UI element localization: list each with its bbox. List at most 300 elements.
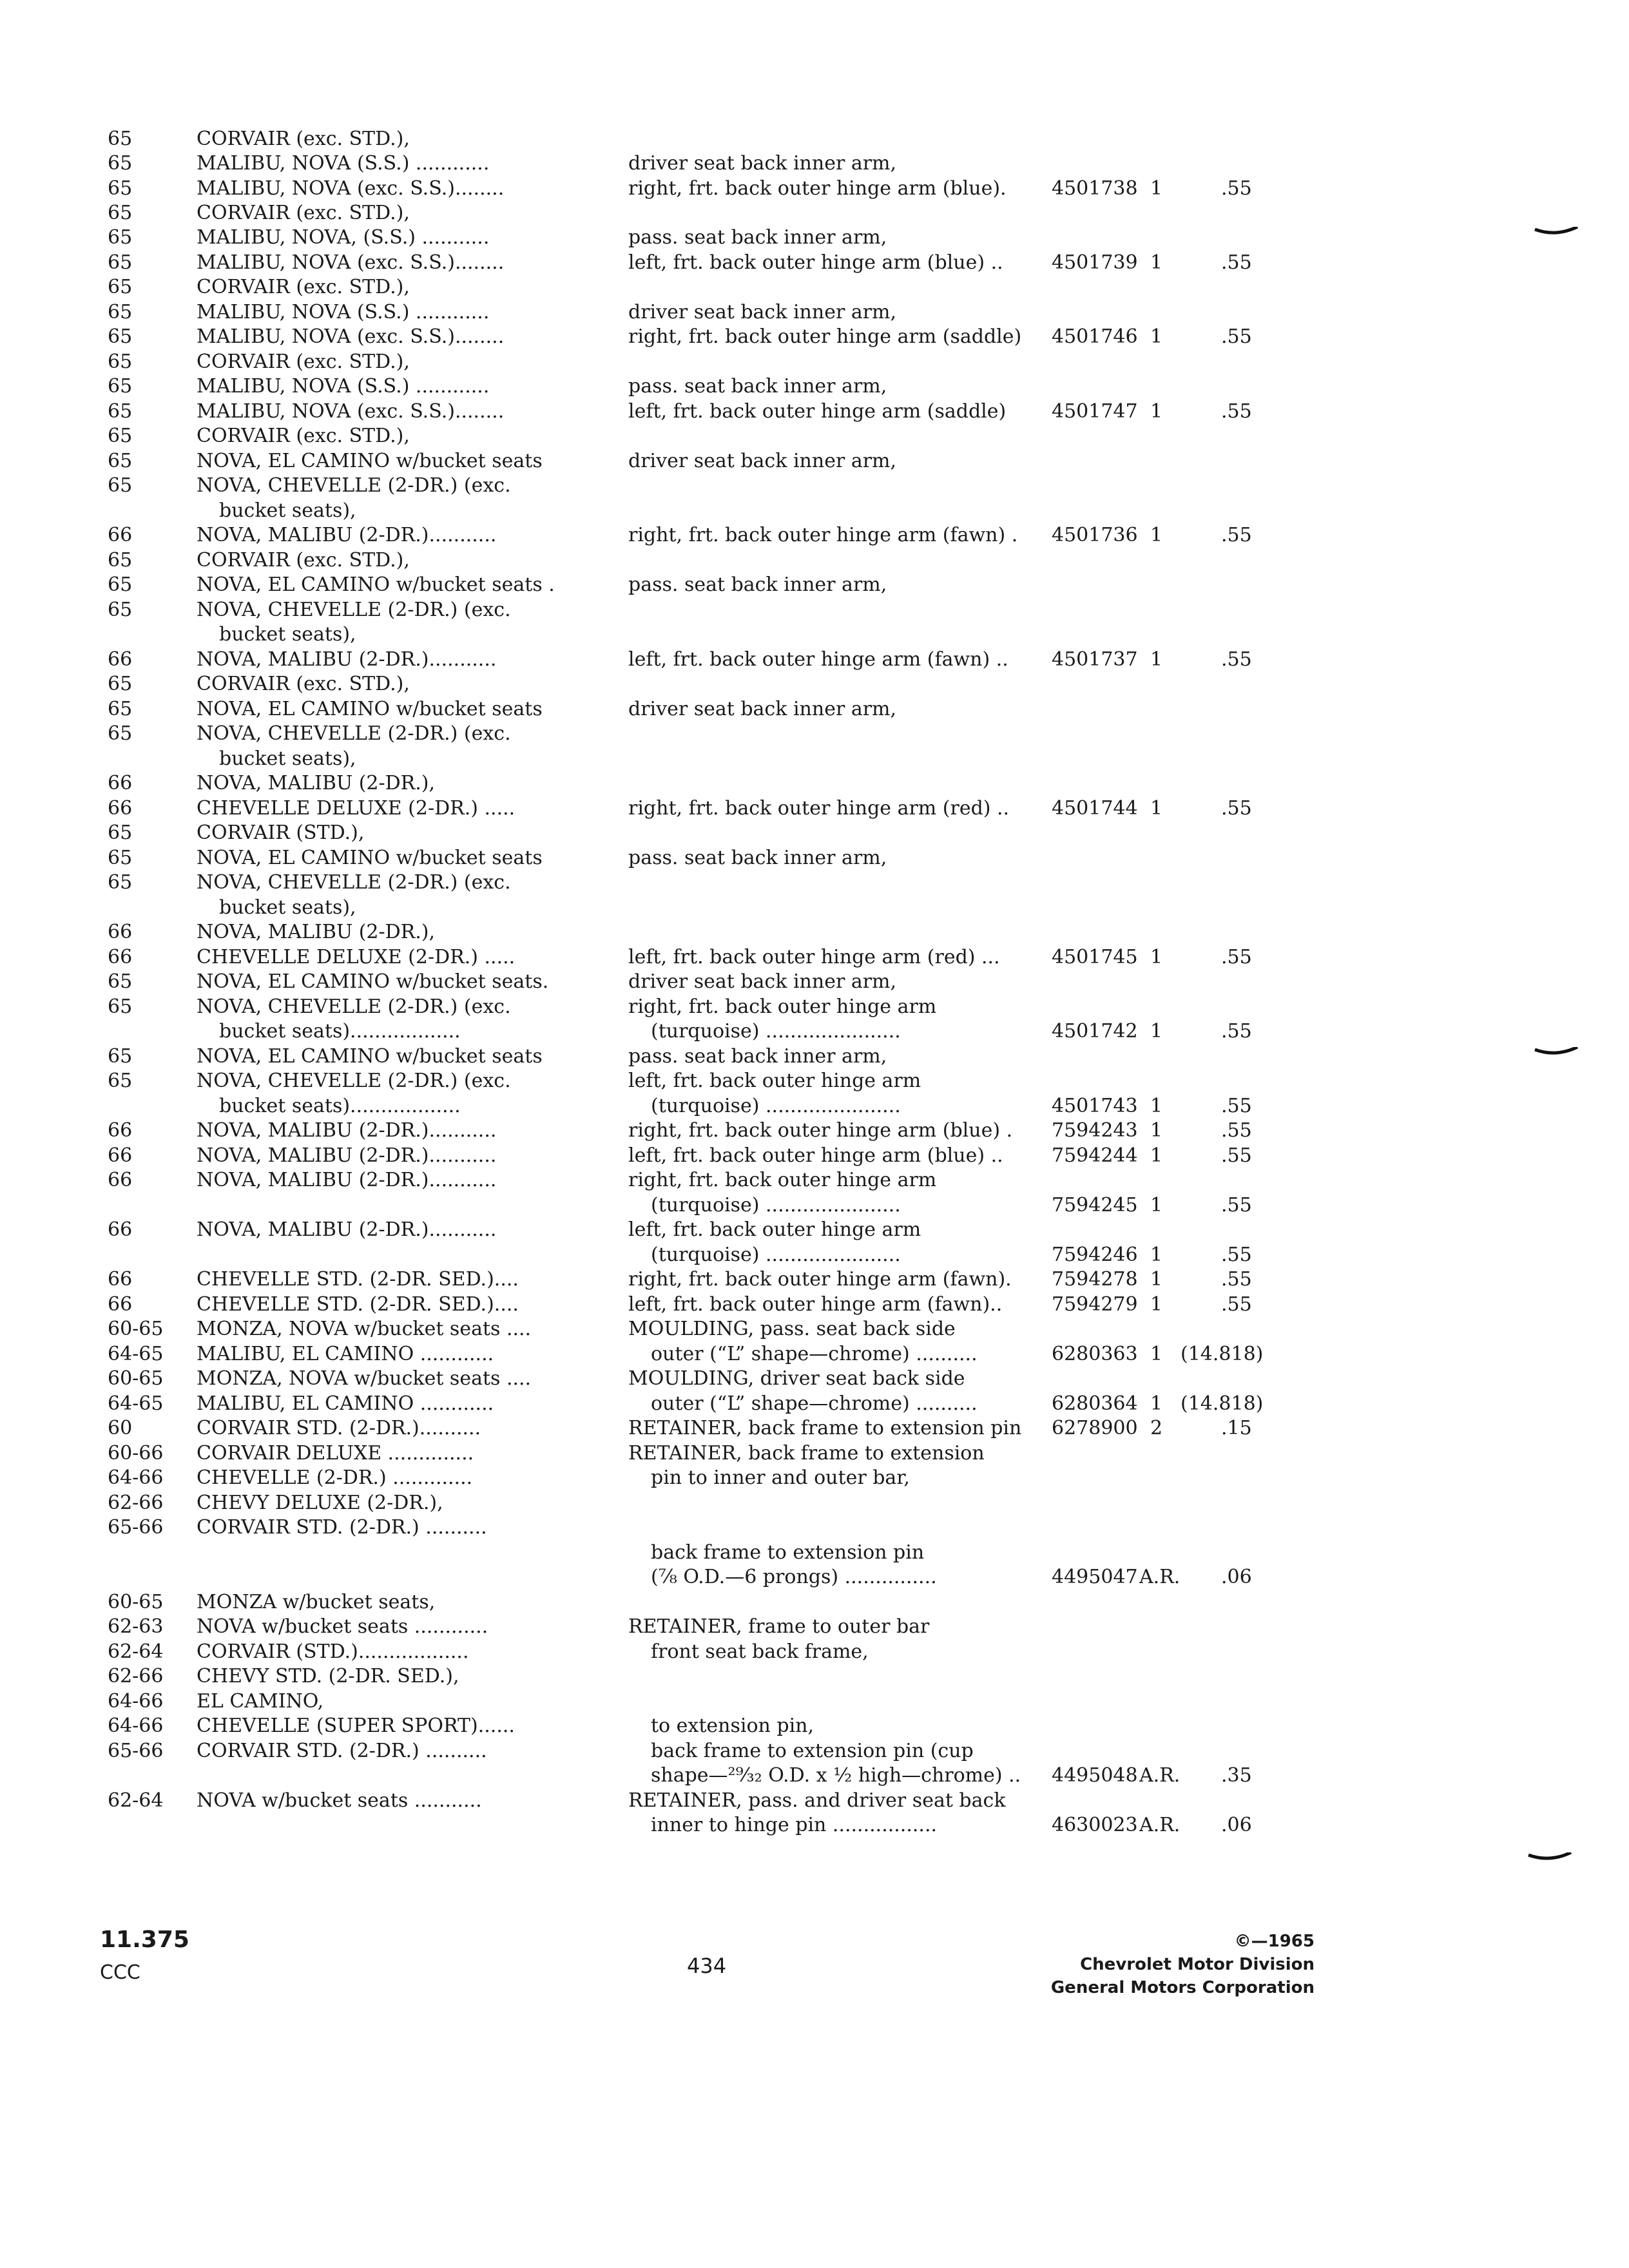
model-year: 64-66 [108,1466,164,1489]
model-name: NOVA, MALIBU (2-DR.)........... [197,524,497,546]
model-year: 66 [108,1293,133,1316]
price: .55 [1221,325,1252,348]
part-description: (turquoise) ...................... [651,1244,901,1266]
model-name: CORVAIR (exc. STD.), [197,673,410,695]
table-row [0,1441,1629,1466]
model-name: MALIBU, EL CAMINO ............ [197,1343,494,1365]
part-description: right, frt. back outer hinge arm (fawn). [628,1268,1012,1291]
model-year: 66 [108,1144,133,1167]
quantity: 1 [1150,325,1163,348]
quantity: 1 [1150,1020,1163,1043]
model-year: 60 [108,1417,133,1439]
table-row [0,399,1629,425]
model-name: NOVA, CHEVELLE (2-DR.) (exc. [197,995,511,1018]
part-description: left, frt. back outer hinge arm (blue) .. [628,1144,1003,1167]
model-year: 65 [108,375,133,398]
table-row [0,1490,1629,1516]
quantity: 1 [1150,1293,1163,1316]
model-year: 65 [108,474,133,497]
model-name: MONZA, NOVA w/bucket seats .... [197,1367,532,1390]
table-row [0,1019,1629,1044]
table-row [0,548,1629,573]
model-name: NOVA, EL CAMINO w/bucket seats [197,450,543,472]
table-row [0,697,1629,722]
price: .55 [1221,251,1252,274]
table-row [0,945,1629,970]
table-row [0,300,1629,325]
table-row [0,324,1629,350]
table-row [0,1143,1629,1169]
model-name: MALIBU, NOVA, (S.S.) ........... [197,226,490,249]
part-description: left, frt. back outer hinge arm (red) ... [628,946,1000,968]
table-row [0,1713,1629,1739]
table-row [0,820,1629,846]
catalog-code: CCC [100,1961,140,1984]
model-year: 65 [108,673,133,695]
part-number: 4630023 [1052,1814,1138,1836]
table-row [0,1416,1629,1441]
model-name: bucket seats).................. [219,1095,461,1117]
price: .55 [1221,524,1252,546]
model-name: CORVAIR STD. (2-DR.) .......... [197,1740,487,1762]
model-name: NOVA, MALIBU (2-DR.)........... [197,1144,497,1167]
punch-mark [1534,1047,1579,1056]
part-number: 7594243 [1052,1119,1138,1142]
quantity: A.R. [1139,1814,1181,1836]
model-year: 60-65 [108,1591,164,1613]
model-name: MALIBU, NOVA (S.S.) ............ [197,375,490,398]
model-name: NOVA, MALIBU (2-DR.)........... [197,1119,497,1142]
model-year: 65 [108,698,133,720]
model-name: NOVA, CHEVELLE (2-DR.) (exc. [197,474,511,497]
table-row [0,572,1629,598]
division-name: Chevrolet Motor Division [1080,1955,1315,1974]
quantity: 1 [1150,1144,1163,1167]
part-description: right, frt. back outer hinge arm (blue) . [628,1119,1013,1142]
part-description: pass. seat back inner arm, [628,573,887,596]
model-name: NOVA, MALIBU (2-DR.)........... [197,1218,497,1241]
table-row [0,1664,1629,1689]
table-row [0,1044,1629,1070]
part-description: front seat back frame, [651,1640,869,1663]
table-row [0,796,1629,822]
model-year: 65 [108,1070,133,1092]
part-description: (turquoise) ...................... [651,1194,901,1216]
model-name: CHEVELLE DELUXE (2-DR.) ..... [197,797,516,820]
table-row [0,349,1629,375]
table-row [0,151,1629,177]
price: .55 [1221,946,1252,968]
model-year: 60-66 [108,1442,164,1465]
table-row [0,1267,1629,1293]
quantity: 1 [1150,1392,1163,1415]
price: .55 [1221,400,1252,423]
model-year: 60-65 [108,1318,164,1340]
part-description: left, frt. back outer hinge arm (fawn).. [628,1293,1003,1316]
quantity: 1 [1150,524,1163,546]
table-row [0,1193,1629,1218]
table-row [0,200,1629,226]
part-number: 6280364 [1052,1392,1138,1415]
model-name: CHEVELLE (2-DR.) ............. [197,1466,473,1489]
table-row [0,895,1629,921]
model-year: 66 [108,648,133,671]
model-year: 65 [108,425,133,447]
model-year: 65-66 [108,1516,164,1539]
model-name: NOVA, CHEVELLE (2-DR.) (exc. [197,722,511,745]
part-number: 4501747 [1052,400,1138,423]
table-row [0,1515,1629,1541]
part-number: 4501742 [1052,1020,1138,1043]
table-row [0,1391,1629,1417]
part-description: right, frt. back outer hinge arm [628,995,937,1018]
quantity: 2 [1150,1417,1163,1439]
model-year: 65-66 [108,1740,164,1762]
part-description: driver seat back inner arm, [628,970,897,993]
model-year: 60-65 [108,1367,164,1390]
part-description: back frame to extension pin [651,1541,925,1564]
part-description: left, frt. back outer hinge arm [628,1070,921,1092]
model-year: 66 [108,524,133,546]
quantity: 1 [1150,1244,1163,1266]
table-row [0,721,1629,747]
table-row [0,1639,1629,1665]
table-row [0,176,1629,202]
model-year: 65 [108,301,133,323]
price: .55 [1221,177,1252,200]
model-year: 66 [108,1119,133,1142]
part-description: driver seat back inner arm, [628,450,897,472]
model-name: MONZA, NOVA w/bucket seats .... [197,1318,532,1340]
model-name: NOVA, EL CAMINO w/bucket seats. [197,970,549,993]
table-row [0,1689,1629,1715]
model-year: 65 [108,450,133,472]
quantity: 1 [1150,946,1163,968]
table-row [0,647,1629,673]
model-name: CORVAIR (exc. STD.), [197,202,410,224]
price: .15 [1221,1417,1252,1439]
quantity: 1 [1150,1343,1163,1365]
model-year: 65 [108,351,133,373]
model-year: 62-66 [108,1492,164,1514]
part-description: left, frt. back outer hinge arm (saddle) [628,400,1007,423]
model-name: bucket seats), [219,499,356,522]
model-year: 65 [108,822,133,844]
part-description: shape—²⁹⁄₃₂ O.D. x ½ high—chrome) .. [651,1764,1021,1787]
table-row [0,919,1629,945]
part-description: pin to inner and outer bar, [651,1466,910,1489]
model-name: bucket seats).................. [219,1020,461,1043]
part-number: 7594244 [1052,1144,1138,1167]
model-year: 66 [108,772,133,794]
table-row [0,870,1629,896]
part-number: 4495048 [1052,1764,1138,1787]
quantity: 1 [1150,1194,1163,1216]
part-description: left, frt. back outer hinge arm (fawn) .. [628,648,1008,671]
part-description: left, frt. back outer hinge arm (blue) .. [628,251,1003,274]
model-name: CHEVELLE STD. (2-DR. SED.).... [197,1268,519,1291]
table-row [0,1738,1629,1764]
quantity: 1 [1150,648,1163,671]
model-name: bucket seats), [219,747,356,770]
model-year: 65 [108,400,133,423]
model-name: CORVAIR DELUXE .............. [197,1442,474,1465]
part-description: RETAINER, back frame to extension pin [628,1417,1022,1439]
model-year: 64-66 [108,1690,164,1713]
part-description: inner to hinge pin ................. [651,1814,938,1836]
part-description: pass. seat back inner arm, [628,1045,887,1068]
model-year: 65 [108,847,133,869]
table-row [0,1763,1629,1789]
table-row [0,225,1629,251]
punch-mark [1527,1852,1572,1861]
table-row [0,523,1629,548]
part-number: 4501737 [1052,648,1138,671]
price: .55 [1221,1095,1252,1117]
price: .55 [1221,1194,1252,1216]
part-number: 4501744 [1052,797,1138,820]
corporation-name: General Motors Corporation [1050,1978,1315,1997]
part-description: right, frt. back outer hinge arm [628,1169,937,1191]
quantity: 1 [1150,1119,1163,1142]
model-year: 65 [108,995,133,1018]
price: .55 [1221,1020,1252,1043]
model-name: CORVAIR STD. (2-DR.).......... [197,1417,481,1439]
table-row [0,969,1629,995]
quantity: 1 [1150,797,1163,820]
model-name: CHEVY STD. (2-DR. SED.), [197,1665,459,1687]
model-year: 64-66 [108,1715,164,1737]
model-year: 64-65 [108,1392,164,1415]
model-year: 66 [108,1268,133,1291]
table-row [0,250,1629,276]
model-name: CORVAIR (exc. STD.), [197,128,410,150]
model-year: 65 [108,573,133,596]
price: .55 [1221,797,1252,820]
part-number: 7594245 [1052,1194,1138,1216]
copyright: ©—1965 [1234,1932,1315,1951]
part-number: 4495047 [1052,1566,1138,1588]
model-name: NOVA, EL CAMINO w/bucket seats [197,1045,543,1068]
model-year: 65 [108,177,133,200]
price: (14.818) [1181,1392,1264,1415]
table-row [0,1788,1629,1814]
table-row [0,1168,1629,1193]
model-name: MALIBU, NOVA (S.S.) ............ [197,301,490,323]
part-number: 7594246 [1052,1244,1138,1266]
price: .55 [1221,1268,1252,1291]
table-row [0,1316,1629,1342]
table-row [0,1564,1629,1590]
table-row [0,274,1629,300]
model-year: 66 [108,921,133,943]
table-row [0,671,1629,697]
part-description: to extension pin, [651,1715,815,1737]
part-description: driver seat back inner arm, [628,698,897,720]
part-description: right, frt. back outer hinge arm (fawn) . [628,524,1018,546]
table-row [0,1292,1629,1318]
model-year: 65 [108,128,133,150]
table-row [0,126,1629,152]
price: .55 [1221,1244,1252,1266]
part-number: 7594279 [1052,1293,1138,1316]
model-name: NOVA, MALIBU (2-DR.)........... [197,648,497,671]
part-number: 4501738 [1052,177,1138,200]
part-number: 4501745 [1052,946,1138,968]
model-name: CORVAIR (exc. STD.), [197,549,410,572]
model-name: MALIBU, NOVA (S.S.) ............ [197,152,490,175]
model-name: NOVA, EL CAMINO w/bucket seats [197,698,543,720]
price: .55 [1221,1119,1252,1142]
part-description: pass. seat back inner arm, [628,375,887,398]
part-description: driver seat back inner arm, [628,301,897,323]
part-description: RETAINER, pass. and driver seat back [628,1789,1006,1812]
model-name: NOVA w/bucket seats ............ [197,1615,488,1638]
table-row [0,423,1629,449]
model-name: CORVAIR (STD.).................. [197,1640,469,1663]
table-row [0,1590,1629,1615]
model-year: 65 [108,152,133,175]
model-name: NOVA, EL CAMINO w/bucket seats . [197,573,555,596]
table-row [0,1540,1629,1566]
model-name: CHEVY DELUXE (2-DR.), [197,1492,443,1514]
model-name: NOVA w/bucket seats ........... [197,1789,482,1812]
model-name: MONZA w/bucket seats, [197,1591,436,1613]
part-number: 6278900 [1052,1417,1138,1439]
model-name: CHEVELLE STD. (2-DR. SED.).... [197,1293,519,1316]
model-name: NOVA, MALIBU (2-DR.), [197,772,436,794]
model-name: CORVAIR (exc. STD.), [197,351,410,373]
model-year: 65 [108,1045,133,1068]
model-name: NOVA, EL CAMINO w/bucket seats [197,847,543,869]
section-number: 11.375 [100,1927,189,1953]
model-name: MALIBU, NOVA (exc. S.S.)........ [197,400,505,423]
part-description: RETAINER, frame to outer bar [628,1615,930,1638]
table-row [0,498,1629,524]
quantity: 1 [1150,1095,1163,1117]
quantity: 1 [1150,177,1163,200]
model-name: CORVAIR (STD.), [197,822,365,844]
table-row [0,473,1629,499]
part-description: right, frt. back outer hinge arm (red) .. [628,797,1010,820]
model-name: CHEVELLE DELUXE (2-DR.) ..... [197,946,516,968]
part-description: right, frt. back outer hinge arm (blue). [628,177,1007,200]
part-description: outer (“L” shape—chrome) .......... [651,1392,978,1415]
part-description: pass. seat back inner arm, [628,847,887,869]
model-year: 62-63 [108,1615,164,1638]
part-description: left, frt. back outer hinge arm [628,1218,921,1241]
part-description: MOULDING, driver seat back side [628,1367,965,1390]
model-year: 62-66 [108,1665,164,1687]
table-row [0,1118,1629,1144]
model-year: 62-64 [108,1640,164,1663]
part-number: 4501746 [1052,325,1138,348]
model-name: CORVAIR (exc. STD.), [197,276,410,298]
model-name: NOVA, CHEVELLE (2-DR.) (exc. [197,1070,511,1092]
part-description: right, frt. back outer hinge arm (saddle) [628,325,1022,348]
table-row [0,771,1629,796]
table-row [0,1093,1629,1119]
model-year: 66 [108,1218,133,1241]
table-row [0,1242,1629,1268]
price: .06 [1221,1814,1252,1836]
model-name: NOVA, CHEVELLE (2-DR.) (exc. [197,871,511,894]
quantity: A.R. [1139,1566,1181,1588]
price: .06 [1221,1566,1252,1588]
model-name: CHEVELLE (SUPER SPORT)...... [197,1715,515,1737]
quantity: 1 [1150,251,1163,274]
part-number: 7594278 [1052,1268,1138,1291]
model-year: 65 [108,549,133,572]
model-name: MALIBU, NOVA (exc. S.S.)........ [197,177,505,200]
model-year: 64-65 [108,1343,164,1365]
model-name: MALIBU, NOVA (exc. S.S.)........ [197,251,505,274]
part-description: driver seat back inner arm, [628,152,897,175]
part-description: (⅞ O.D.—6 prongs) ............... [651,1566,937,1588]
table-row [0,1068,1629,1094]
table-row [0,845,1629,871]
table-row [0,622,1629,648]
model-name: MALIBU, EL CAMINO ............ [197,1392,494,1415]
table-row [0,1217,1629,1243]
table-row [0,994,1629,1020]
part-description: pass. seat back inner arm, [628,226,887,249]
table-row [0,1465,1629,1491]
model-year: 65 [108,871,133,894]
table-row [0,1366,1629,1392]
punch-mark [1534,227,1579,236]
model-year: 65 [108,325,133,348]
page-number: 434 [687,1954,727,1978]
model-year: 65 [108,226,133,249]
model-name: MALIBU, NOVA (exc. S.S.)........ [197,325,505,348]
part-description: outer (“L” shape—chrome) .......... [651,1343,978,1365]
model-name: CORVAIR (exc. STD.), [197,425,410,447]
price: .55 [1221,648,1252,671]
model-name: CORVAIR STD. (2-DR.) .......... [197,1516,487,1539]
model-name: NOVA, MALIBU (2-DR.)........... [197,1169,497,1191]
part-number: 6280363 [1052,1343,1138,1365]
model-year: 65 [108,599,133,621]
model-name: bucket seats), [219,623,356,646]
model-year: 62-64 [108,1789,164,1812]
price: .35 [1221,1764,1252,1787]
model-year: 66 [108,1169,133,1191]
part-number: 4501743 [1052,1095,1138,1117]
part-description: back frame to extension pin (cup [651,1740,974,1762]
model-name: EL CAMINO, [197,1690,324,1713]
table-row [0,1812,1629,1838]
part-description: MOULDING, pass. seat back side [628,1318,956,1340]
model-year: 65 [108,970,133,993]
model-year: 65 [108,251,133,274]
price: .55 [1221,1144,1252,1167]
model-name: NOVA, MALIBU (2-DR.), [197,921,436,943]
table-row [0,597,1629,623]
model-year: 66 [108,797,133,820]
quantity: 1 [1150,1268,1163,1291]
model-year: 65 [108,202,133,224]
table-row [0,1614,1629,1640]
model-year: 65 [108,722,133,745]
price: (14.818) [1181,1343,1264,1365]
table-row [0,448,1629,474]
part-description: (turquoise) ...................... [651,1020,901,1043]
quantity: A.R. [1139,1764,1181,1787]
model-year: 65 [108,276,133,298]
model-name: bucket seats), [219,896,356,919]
price: .55 [1221,1293,1252,1316]
